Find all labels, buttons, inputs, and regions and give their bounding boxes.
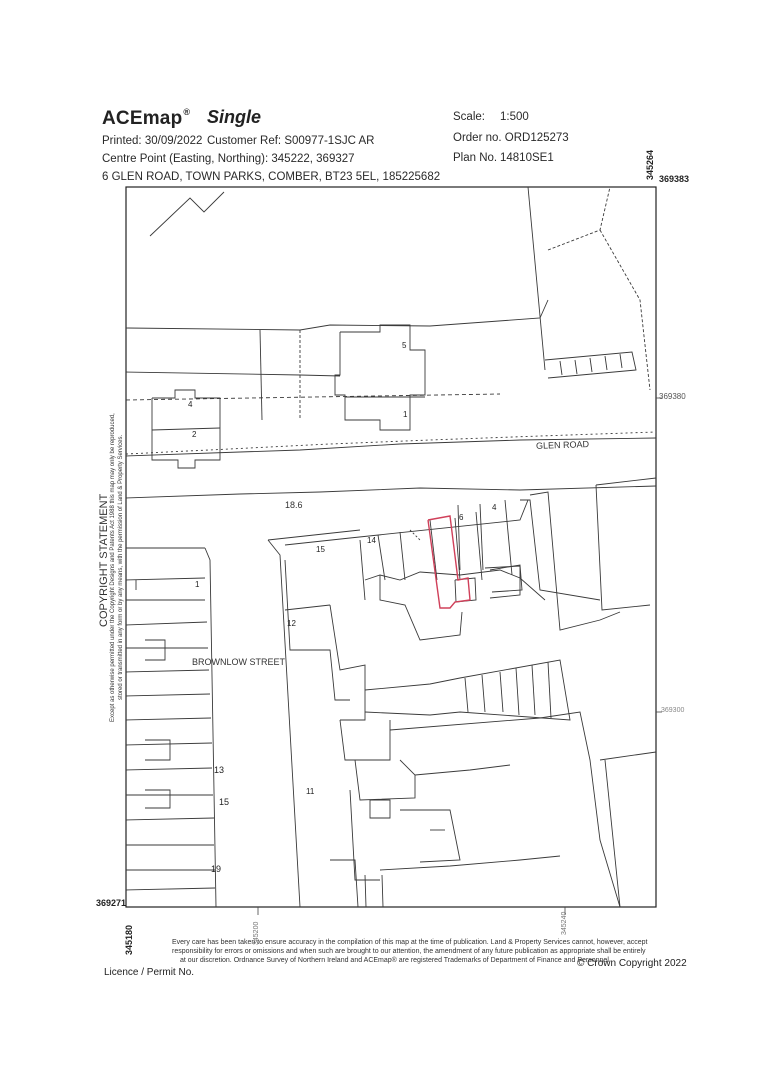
map-linework bbox=[126, 300, 548, 330]
road-edge bbox=[126, 486, 656, 498]
map-linework bbox=[145, 790, 170, 808]
licence-permit-label: Licence / Permit No. bbox=[104, 967, 195, 978]
house-number: 15 bbox=[219, 797, 230, 807]
map-linework bbox=[360, 540, 365, 600]
map-linework bbox=[500, 672, 503, 712]
customer-ref: Customer Ref: S00977-1SJC AR bbox=[207, 135, 375, 147]
house-number: 2 bbox=[192, 430, 197, 439]
spot-height: 18.6 bbox=[285, 500, 303, 510]
easting-bottom-mid: 345200 bbox=[253, 921, 260, 945]
map-linework bbox=[126, 768, 212, 770]
map-linework bbox=[548, 662, 551, 718]
house-number: 14 bbox=[367, 536, 376, 545]
map-linework bbox=[415, 765, 510, 775]
house-number: 1 bbox=[195, 580, 200, 589]
site-address: 6 GLEN ROAD, TOWN PARKS, COMBER, BT23 5EL, 185225682 bbox=[102, 171, 441, 183]
map-linework bbox=[145, 640, 165, 660]
map-linework bbox=[126, 670, 209, 672]
disclaimer-line1: Every care has been taken to ensure accuracy in the compilation of this map at the time of publication. Land & Property Services cannot, however, accept bbox=[172, 939, 648, 946]
map-linework bbox=[260, 330, 262, 420]
northing-top-right: 369383 bbox=[659, 174, 690, 184]
house-number: 1 bbox=[403, 410, 408, 419]
map-linework bbox=[520, 500, 600, 600]
house-number: 12 bbox=[287, 619, 296, 628]
map-linework bbox=[400, 810, 460, 862]
map-linework bbox=[152, 428, 220, 430]
map-linework bbox=[378, 535, 385, 580]
map-linework bbox=[340, 720, 390, 760]
map-linework bbox=[126, 718, 211, 720]
map-linework bbox=[126, 578, 205, 580]
disclaimer-line2: responsibility for errors or omissions and when such are brought to our attention, the amendment of any future publication as appropriate shall be entirely bbox=[172, 948, 646, 955]
map-linework bbox=[285, 560, 350, 700]
house-number: 19 bbox=[211, 864, 222, 874]
road-edge bbox=[205, 548, 216, 907]
house-number: 13 bbox=[214, 765, 225, 775]
brand-registered-mark: ® bbox=[183, 107, 191, 117]
map-linework bbox=[465, 678, 468, 712]
map-linework bbox=[620, 354, 622, 368]
map-linework bbox=[575, 360, 577, 374]
map-linework bbox=[126, 394, 500, 400]
map-linework bbox=[355, 760, 415, 800]
map-linework bbox=[482, 675, 485, 712]
house-number: 15 bbox=[316, 545, 325, 554]
map-linework bbox=[605, 760, 620, 907]
map-linework bbox=[600, 752, 656, 760]
map-linework bbox=[532, 665, 535, 715]
northing-right-lower: 369300 bbox=[661, 707, 685, 714]
map-linework bbox=[390, 712, 620, 907]
easting-top-right: 345264 bbox=[645, 149, 655, 180]
easting-bottom-left: 345180 bbox=[124, 924, 134, 955]
map-linework bbox=[548, 187, 610, 250]
map-linework bbox=[596, 485, 650, 610]
northing-bottom-left: 369271 bbox=[96, 898, 127, 908]
house-number: 4 bbox=[492, 503, 497, 512]
map-linework bbox=[560, 361, 562, 375]
map-linework bbox=[370, 800, 390, 818]
copyright-title: COPYRIGHT STATEMENT bbox=[98, 493, 110, 627]
map-linework bbox=[126, 372, 340, 376]
order-number: Order no. ORD125273 bbox=[453, 132, 569, 144]
map-linework bbox=[126, 888, 215, 890]
disclaimer-line3: at our discretion. Ordnance Survey of Northern Ireland and ACEmap® are registered Trademarks of Department of Finance and Personnel. bbox=[180, 957, 611, 964]
easting-bottom-right: 345240 bbox=[561, 911, 568, 935]
map-linework bbox=[528, 187, 545, 370]
map-linework bbox=[126, 818, 214, 820]
centre-point: Centre Point (Easting, Northing): 345222, 369327 bbox=[102, 153, 355, 165]
house-number: 4 bbox=[188, 400, 193, 409]
map-linework bbox=[545, 352, 636, 378]
printed-date: Printed: 30/09/2022 bbox=[102, 135, 203, 147]
map-linework bbox=[126, 622, 207, 625]
map-linework bbox=[516, 668, 519, 715]
plan-number-value: 14810SE1 bbox=[500, 152, 554, 164]
site-boundary bbox=[428, 516, 470, 608]
house-number: 11 bbox=[306, 787, 315, 796]
map-linework bbox=[330, 860, 358, 907]
copyright-text-line1: Except as otherwise permitted under the Copyright Designs and Patents Act 1988 this map may only be reproduced, bbox=[110, 413, 116, 722]
map-linework bbox=[150, 192, 224, 236]
copyright-text-line2: stored or transmitted in any form or by any means, with the permission of Land & Property Services. bbox=[118, 434, 124, 700]
scale-label: Scale: bbox=[453, 111, 485, 123]
map-linework bbox=[350, 790, 380, 880]
map-linework bbox=[335, 325, 425, 430]
house-number-site: 6 bbox=[459, 513, 464, 522]
map-linework bbox=[285, 605, 330, 610]
road-label-brownlow-street: BROWNLOW STREET bbox=[192, 657, 286, 667]
map-linework bbox=[590, 358, 592, 372]
map-linework bbox=[596, 478, 656, 485]
map-linework bbox=[382, 875, 383, 907]
road-label-glen-road: GLEN ROAD bbox=[535, 439, 590, 451]
plan-number-label: Plan No. bbox=[453, 152, 498, 164]
map-linework bbox=[145, 740, 170, 760]
northing-right-mid: 369380 bbox=[659, 392, 686, 401]
house-number: 5 bbox=[402, 341, 407, 350]
map-linework bbox=[505, 500, 512, 575]
map-linework bbox=[455, 578, 476, 602]
map-linework bbox=[400, 532, 405, 580]
product-name: Single bbox=[207, 107, 262, 127]
map-linework bbox=[380, 856, 560, 870]
scale-value: 1:500 bbox=[500, 111, 529, 123]
map-linework bbox=[126, 743, 212, 745]
map-linework bbox=[600, 230, 650, 390]
map-linework bbox=[605, 356, 607, 370]
map-linework bbox=[330, 605, 365, 720]
map-linework bbox=[126, 694, 210, 696]
map-linework bbox=[490, 565, 522, 592]
brand-name: ACEmap bbox=[102, 108, 183, 129]
crown-copyright: © Crown Copyright 2022 bbox=[577, 958, 687, 969]
road-edge bbox=[268, 540, 300, 907]
